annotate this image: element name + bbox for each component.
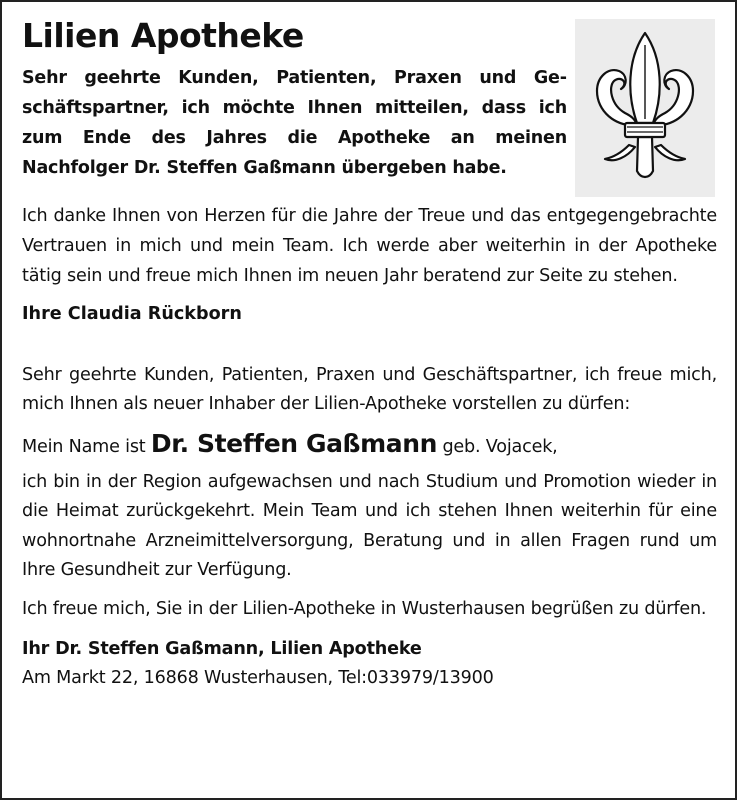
address-line: Am Markt 22, 16868 Wusterhausen, Tel:033979/13900 [22,668,494,688]
name-suffix: geb. Vojacek, [442,436,558,457]
welcome-paragraph: Ich freue mich, Sie in der Lilien-Apotheke in Wusterhausen begrüßen zu dürfen. [22,598,707,619]
bio-paragraph: ich bin in der Region aufgewachsen und nach Studium und Promotion wieder in die Heimat zurückgekehrt. Mein Team und ich stehen Ihnen weiterhin für eine wohnortnahe Arzneimittelversorgung, Beratung und in allen Fragen rund um Ihre Gesundheit zur Verfügung. [22,471,717,580]
page-title: Lilien Apotheke [22,16,304,55]
fleur-de-lis-icon [575,19,715,197]
signature-rueckborn: Ihre Claudia Rückborn [22,303,242,324]
farewell-intro: Sehr geehrte Kunden, Patienten, Praxen und Geschäftspartner, ich möchte Ihnen mitteilen, dass ich zum Ende des Jahres die Apotheke an meinen Nachfolger Dr. Steffen Gaßmann übergeben habe. [22,68,567,178]
name-prefix: Mein Name ist [22,436,146,457]
name-line [22,427,717,464]
greeting-paragraph: Sehr geehrte Kunden, Patienten, Praxen und Geschäftspartner, ich freue mich, mich Ihnen als neuer Inhaber der Lilien-Apotheke vorstellen zu dürfen: [22,364,717,414]
owner-name: Dr. Steffen Gaßmann [150,428,438,458]
signature-gassmann: Ihr Dr. Steffen Gaßmann, Lilien Apotheke [22,639,422,659]
thanks-paragraph: Ich danke Ihnen von Herzen für die Jahre der Treue und das entgegengebrachte Vertrauen in mich und mein Team. Ich werde aber weiterhin in der Apotheke tätig sein und freue mich Ihnen im neuen Jahr beratend zur Seite zu stehen. [22,205,717,286]
